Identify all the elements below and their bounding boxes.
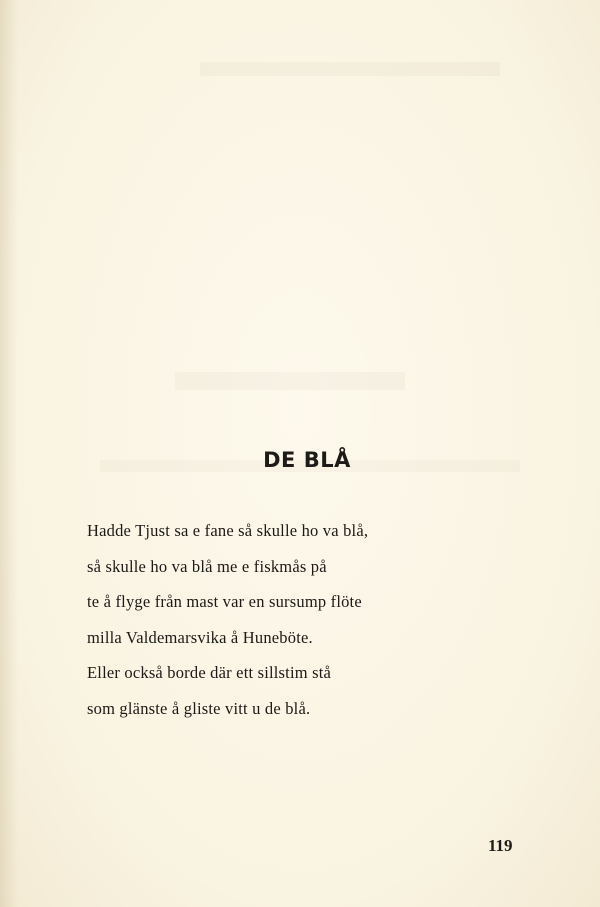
- poem-line: som glänste å gliste vitt u de blå.: [87, 698, 311, 718]
- poem-body: [87, 513, 368, 726]
- bleed-through-mark: [200, 62, 500, 76]
- poem-line: milla Valdemarsvika å Huneböte.: [87, 627, 313, 647]
- page-number: 119: [488, 836, 513, 855]
- poem-line: Eller också borde där ett sillstim stå: [87, 663, 332, 682]
- poem-line: så skulle ho va blå me e fiskmås på: [87, 556, 327, 576]
- bleed-through-mark: [175, 372, 405, 390]
- poem-line: Hadde Tjust sa e fane så skulle ho va blå,: [87, 521, 369, 540]
- poem-line: te å flyge från mast var en sursump flöte: [87, 592, 362, 611]
- poem-title: DE BLÅ: [263, 448, 351, 473]
